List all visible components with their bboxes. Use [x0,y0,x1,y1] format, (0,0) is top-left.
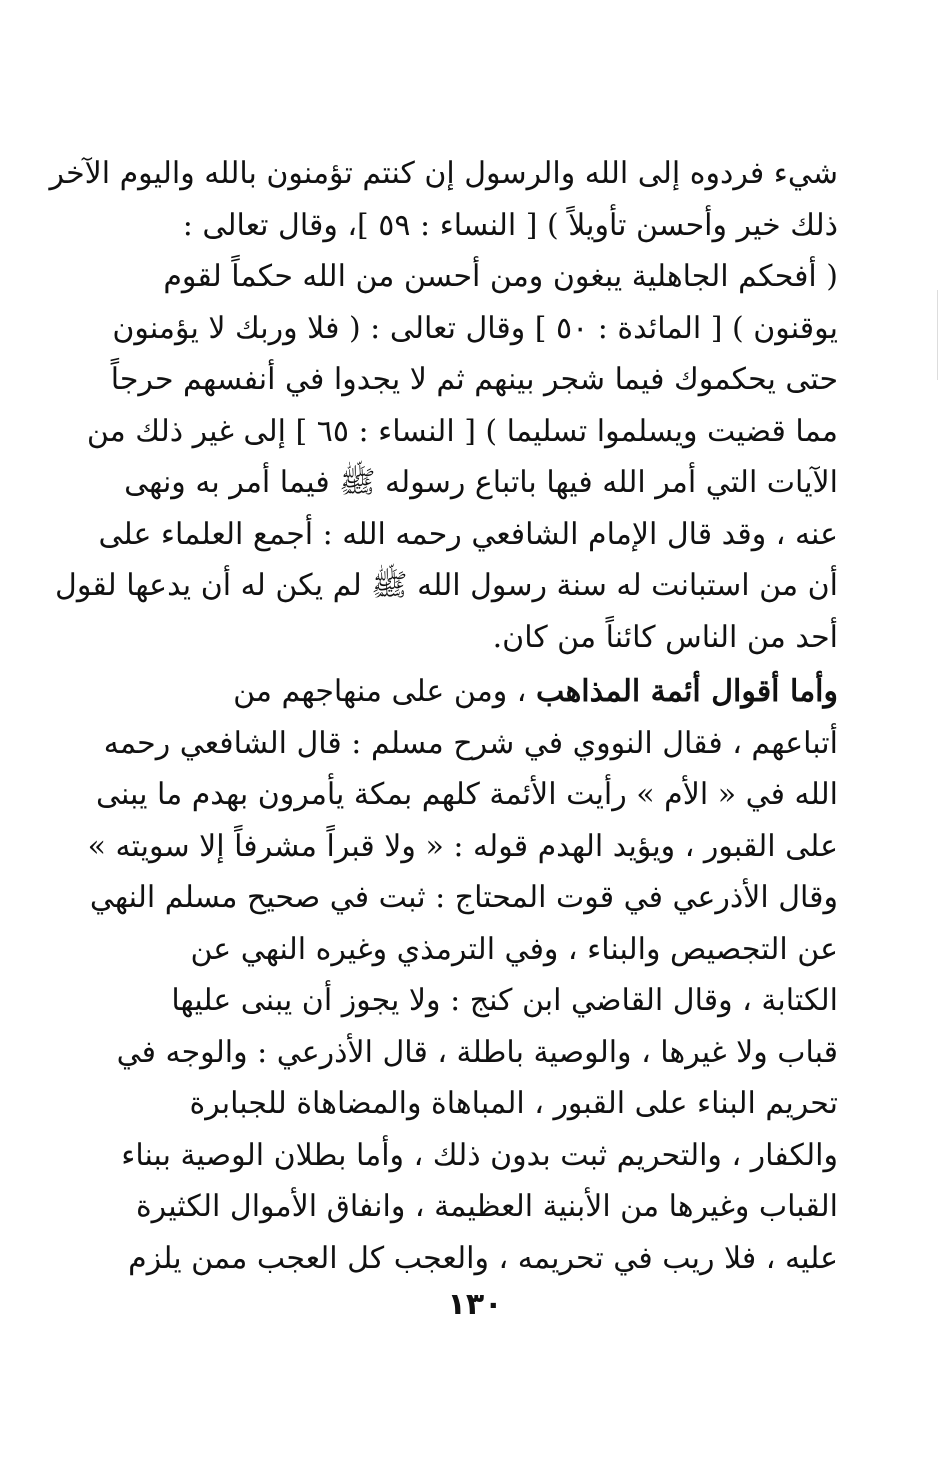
text-line: يوقنون ) [ المائدة : ٥٠ ] وقال تعالى : ( فلا وربك لا يؤمنون [112,310,838,346]
text-line: تحريم البناء على القبور ، المباهاة والمضاهاة للجبابرة [189,1086,838,1121]
text-line: شيء فردوه إلى الله والرسول إن كنتم تؤمنون بالله واليوم الآخر [49,156,838,191]
text-line: وقال الأذرعي في قوت المحتاج : ثبت في صحيح مسلم النهي [89,880,838,915]
text-line: والكفار ، والتحريم ثبت بدون ذلك ، وأما بطلان الوصية ببناء [121,1137,838,1173]
text-line: قباب ولا غيرها ، والوصية باطلة ، قال الأذرعي : والوجه في [116,1034,838,1070]
paragraph-lead-bold: وأما أقوال أئمة المذاهب [536,674,838,709]
page-number: ١٣٠ [447,1287,503,1322]
text-line: الكتابة ، وقال القاضي ابن كنج : ولا يجوز أن يبنى عليها [171,983,838,1018]
text-line-first [112,666,838,718]
text-line: على القبور ، ويؤيد الهدم قوله : « ولا قبراً مشرفاً إلا سويته » [87,828,838,864]
text-line: القباب وغيرها من الأبنية العظيمة ، وانفاق الأموال الكثيرة [135,1189,838,1224]
text-line: عن التجصيص والبناء ، وفي الترمذي وغيره النهي عن [190,931,838,967]
page-edge-mark [937,290,938,380]
text-line: الآيات التي أمر الله فيها باتباع رسوله ﷺ فيما أمر به ونهى [124,465,838,500]
paragraph-madhab-imams [87,666,838,1284]
paragraph-quran-verses [49,148,838,663]
text-line: ( أفحكم الجاهلية يبغون ومن أحسن من الله حكماً لقوم [163,259,838,294]
text-line: عليه ، فلا ريب في تحريمه ، والعجب كل العجب ممن يلزم [128,1240,838,1276]
text-line: أحد من الناس كائناً من كان. [492,619,838,655]
text-line: مما قضيت ويسلموا تسليما ) [ النساء : ٦٥ ] إلى غير ذلك من [86,413,838,449]
text-line: حتى يحكموك فيما شجر بينهم ثم لا يجدوا في أنفسهم حرجاً [110,362,838,397]
text-line: الله في « الأم » رأيت الأئمة كلهم بمكة يأمرون بهدم ما يبنى [95,777,838,812]
text-line: أتباعهم ، فقال النووي في شرح مسلم : قال الشافعي رحمه [103,725,838,761]
text-line: ذلك خير وأحسن تأويلاً ) [ النساء : ٥٩ ]، وقال تعالى : [182,207,838,243]
text-line: أن من استبانت له سنة رسول الله ﷺ لم يكن له أن يدعها لقول [55,568,838,603]
paragraph-lead-rest: ، ومن على منهاجهم من [233,674,527,709]
text-line: عنه ، وقد قال الإمام الشافعي رحمه الله : أجمع العلماء على [98,516,838,552]
